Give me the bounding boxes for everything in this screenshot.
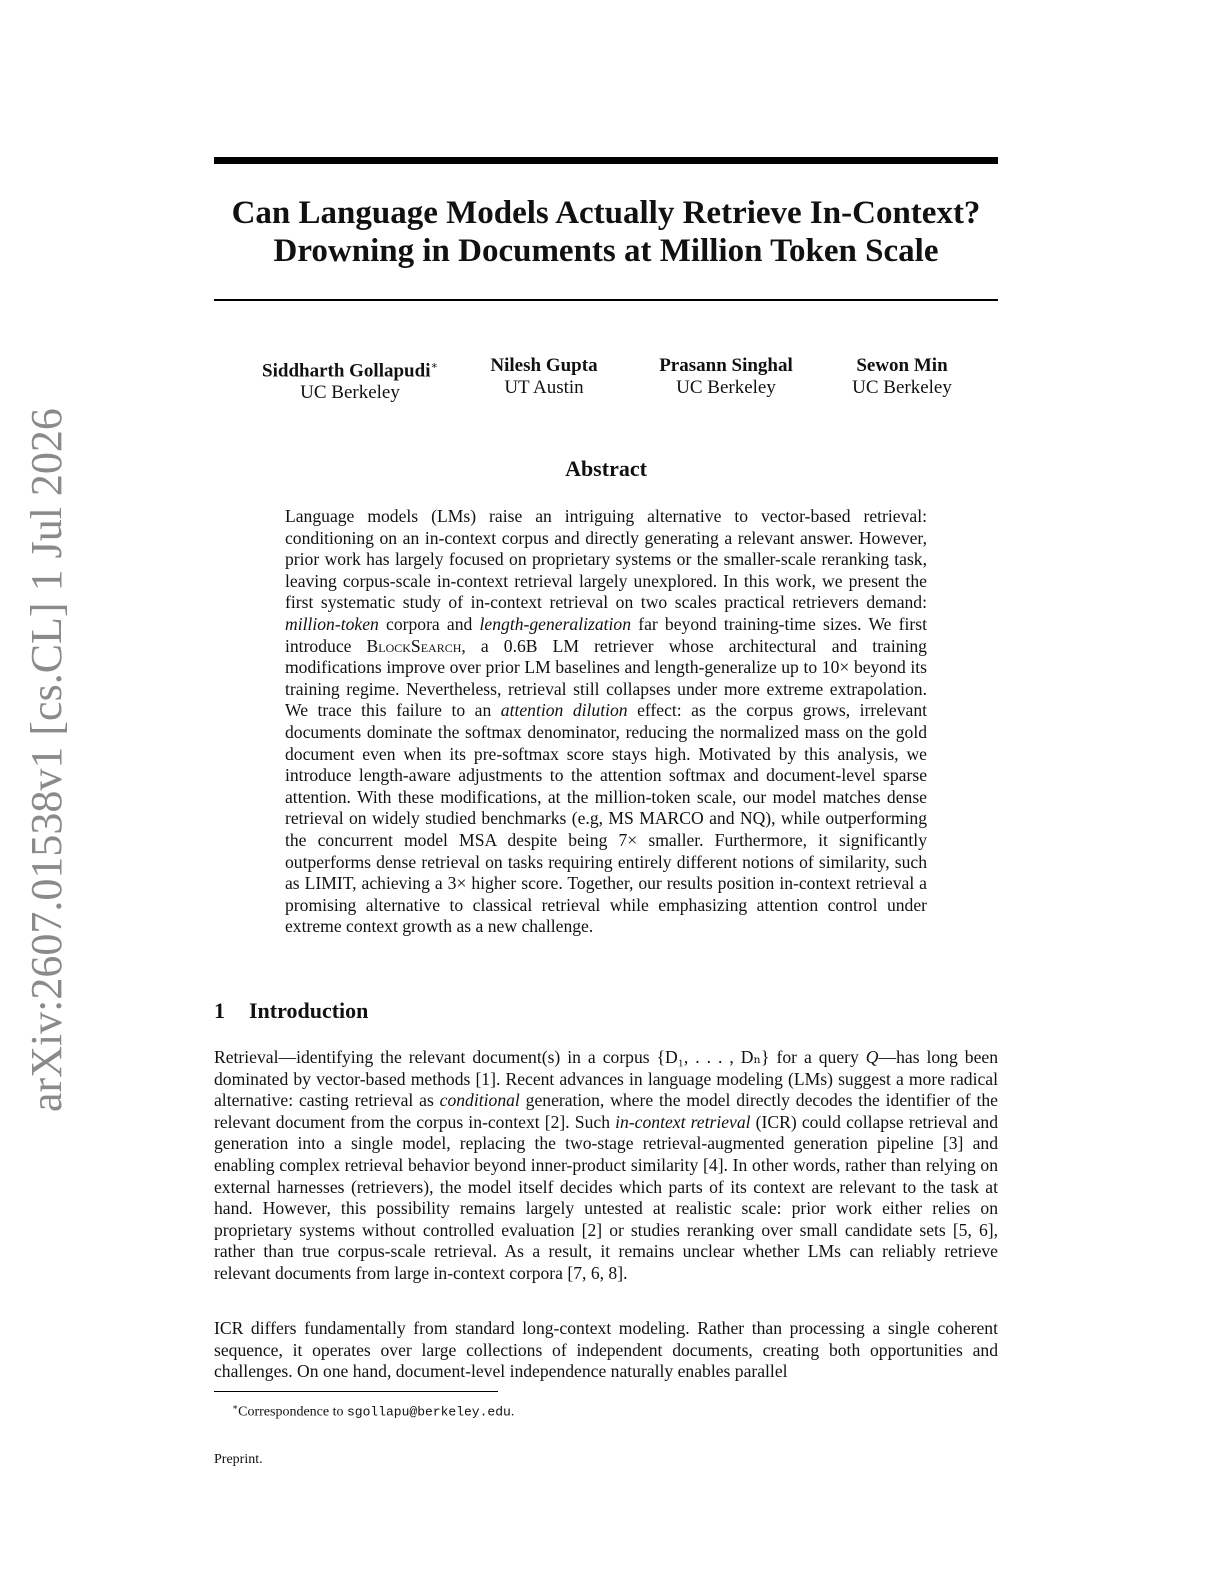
emphasis: in-context retrieval [615, 1111, 751, 1132]
footnote-marker: ∗ [232, 1402, 239, 1412]
author-affiliation: UC Berkeley [852, 377, 952, 398]
emphasis: conditional [439, 1090, 520, 1111]
emphasis: attention dilution [500, 700, 628, 721]
author-name: Sewon Min [856, 355, 948, 376]
arxiv-identifier: arXiv:2607.01538v1 [cs.CL] 1 Jul 2026 [22, 408, 71, 1112]
author-affiliation: UT Austin [504, 377, 584, 398]
title-line-1: Can Language Models Actually Retrieve In-Context? [231, 195, 981, 231]
section-heading [214, 998, 368, 1024]
emphasis: length-generalization [479, 613, 632, 634]
abstract-text: Language models (LMs) raise an intriguing alternative to vector-based retrieval: conditioning on an in-context corpus and directly generating a relevant answer. However, prior work has largely focused on proprietary systems or the smaller-scale reranking task, leaving corpus-scale in-context retrieval largely unexplored. In this work, we present the first systematic study of in-context retrieval on two scales practical retrievers demand: million-token corpora and length-generalization far beyond training-time sizes. We first introduce BlockSearch, a 0.6B LM retriever whose architectural and training modifications improve over prior LM baselines and length-generalize up to 10× beyond its training regime. Nevertheless, retrieval still collapses under more extreme extrapolation. We trace this failure to an attention dilution effect: as the corpus grows, irrelevant documents dominate the softmax denominator, reducing the normalized mass on the gold document even when its pre-softmax score stays high. Motivated by this analysis, we introduce length-aware adjustments to the attention softmax and document-level sparse attention. With these modifications, at the million-token scale, our model matches dense retrieval on widely studied benchmarks (e.g, MS MARCO and NQ), while outperforming the concurrent model MSA despite being 7× smaller. Furthermore, it significantly outperforms dense retrieval on tasks requiring entirely different notions of similarity, such as LIMIT, achieving a 3× higher score. Together, our results position in-context retrieval a promising alternative to classical retrieval while emphasizing attention control under extreme context growth as a new challenge. [285, 506, 928, 937]
title-line-2: Drowning in Documents at Million Token Scale [273, 233, 939, 269]
section-number: 1 [214, 998, 225, 1023]
author-3 [646, 355, 806, 399]
paper-title [214, 194, 998, 270]
intro-paragraph-1: Retrieval—identifying the relevant document(s) in a corpus {D₁, . . . , Dₙ} for a query Q—has long been dominated by vector-based methods [1]. Recent advances in language modeling (LMs) suggest a more radical alternative: casting retrieval as conditional generation, where the model directly decodes the identifier of the relevant document from the corpus in-context [2]. Such in-context retrieval (ICR) could collapse retrieval and generation into a single model, replacing the two-stage retrieval-augmented generation pipeline [3] and enabling complex retrieval behavior beyond inner-product similarity [4]. In other words, rather than relying on external harnesses (retrievers), the model itself decides which parts of its context are relevant to the task at hand. However, this possibility remains largely untested at realistic scale: prior work either relies on proprietary systems without controlled evaluation [2] or studies reranking over small candidate sets [5, 6], rather than true corpus-scale retrieval. As a result, it remains unclear whether LMs can reliably retrieve relevant documents from large in-context corpora [7, 6, 8]. [214, 1047, 999, 1283]
intro-paragraph-2: ICR differs fundamentally from standard long-context modeling. Rather than processing a single coherent sequence, it operates over large collections of independent documents, creating both opportunities and challenges. On one hand, document-level independence naturally enables parallel [214, 1318, 998, 1382]
author-affiliation: UC Berkeley [300, 382, 400, 404]
author-name: Prasann Singhal [659, 355, 793, 376]
author-1 [258, 355, 442, 404]
author-4 [838, 355, 966, 399]
author-block [214, 355, 998, 405]
author-name: Nilesh Gupta [490, 355, 598, 376]
model-name: BlockSearch [366, 635, 462, 656]
preprint-label: Preprint. [214, 1452, 263, 1467]
footnote-rule [214, 1391, 498, 1392]
emphasis: million-token [285, 613, 379, 634]
correspondence-marker: ∗ [430, 360, 438, 372]
section-title: Introduction [249, 998, 369, 1023]
email-address: sgollapu@berkeley.edu [346, 1404, 511, 1420]
math-inline: {D₁, . . . , Dₙ} [656, 1047, 770, 1067]
abstract-heading: Abstract [565, 456, 647, 481]
author-affiliation: UC Berkeley [676, 377, 776, 398]
footnote: ∗Correspondence to sgollapu@berkeley.edu. [232, 1402, 515, 1420]
author-name: Siddharth Gollapudi∗ [262, 360, 438, 382]
math-inline: Q [865, 1047, 879, 1067]
title-bottom-rule [214, 299, 998, 301]
author-2 [474, 355, 614, 399]
title-top-rule [214, 157, 998, 164]
